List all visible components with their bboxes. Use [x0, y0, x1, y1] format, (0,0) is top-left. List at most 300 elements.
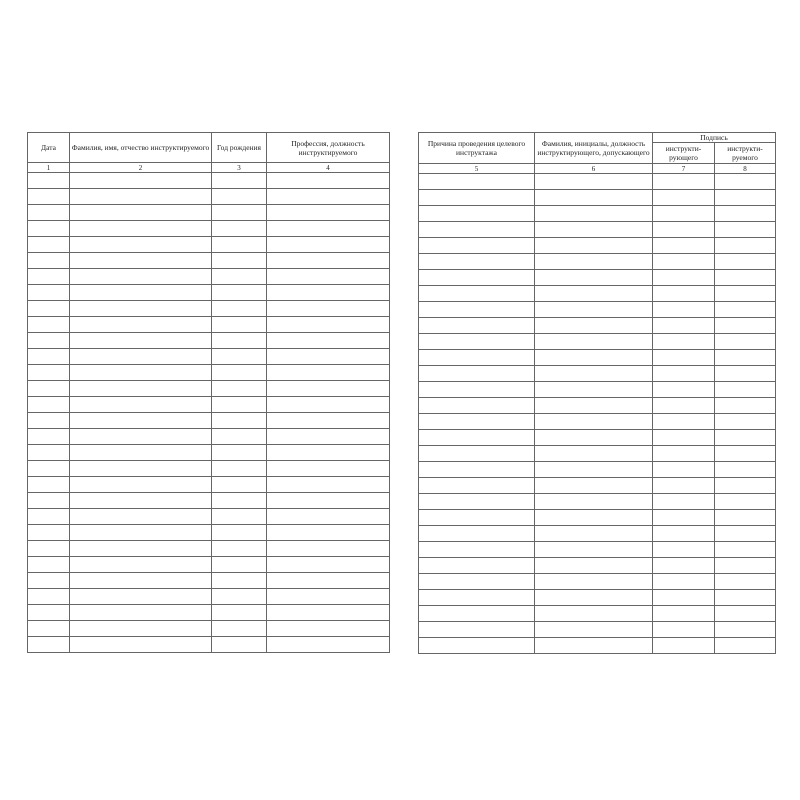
blank-cell [267, 605, 390, 621]
blank-cell [212, 573, 267, 589]
left-table-body [28, 173, 390, 653]
header-signature: Подпись [653, 133, 776, 143]
blank-cell [267, 173, 390, 189]
blank-cell [535, 622, 653, 638]
blank-cell [212, 285, 267, 301]
blank-cell [419, 478, 535, 494]
blank-cell [715, 366, 776, 382]
column-number: 7 [653, 164, 715, 174]
blank-cell [419, 558, 535, 574]
blank-cell [267, 445, 390, 461]
blank-cell [267, 221, 390, 237]
table-row [28, 605, 390, 621]
blank-cell [212, 589, 267, 605]
blank-cell [70, 461, 212, 477]
blank-cell [653, 430, 715, 446]
blank-cell [70, 493, 212, 509]
blank-cell [419, 302, 535, 318]
left-column-numbers-row [28, 163, 390, 173]
blank-cell [212, 445, 267, 461]
table-row [419, 382, 776, 398]
blank-cell [267, 621, 390, 637]
blank-cell [715, 622, 776, 638]
blank-cell [653, 558, 715, 574]
table-row [419, 430, 776, 446]
table-row [419, 606, 776, 622]
blank-cell [653, 334, 715, 350]
blank-cell [715, 478, 776, 494]
blank-cell [715, 270, 776, 286]
blank-cell [267, 381, 390, 397]
blank-cell [28, 349, 70, 365]
blank-cell [653, 510, 715, 526]
blank-cell [70, 445, 212, 461]
blank-cell [70, 285, 212, 301]
right-page-log-table [418, 132, 776, 654]
table-row [28, 397, 390, 413]
table-row [28, 429, 390, 445]
blank-cell [715, 606, 776, 622]
blank-cell [212, 317, 267, 333]
blank-cell [212, 557, 267, 573]
blank-cell [419, 206, 535, 222]
blank-cell [535, 222, 653, 238]
blank-cell [419, 286, 535, 302]
table-row [419, 590, 776, 606]
table-row [28, 333, 390, 349]
blank-cell [267, 237, 390, 253]
blank-cell [419, 270, 535, 286]
blank-cell [535, 190, 653, 206]
table-row [28, 365, 390, 381]
header-reason: Причина проведения целевого инструктажа [419, 133, 535, 164]
header-signature-trainee: инструкти-руемого [715, 143, 776, 164]
blank-cell [28, 621, 70, 637]
blank-cell [535, 446, 653, 462]
blank-cell [715, 574, 776, 590]
table-row [28, 509, 390, 525]
blank-cell [212, 413, 267, 429]
table-row [419, 494, 776, 510]
blank-cell [419, 318, 535, 334]
blank-cell [535, 430, 653, 446]
blank-cell [28, 589, 70, 605]
blank-cell [653, 398, 715, 414]
table-row [419, 558, 776, 574]
blank-cell [715, 350, 776, 366]
table-row [28, 173, 390, 189]
right-table-body [419, 174, 776, 654]
blank-cell [212, 237, 267, 253]
blank-cell [267, 493, 390, 509]
blank-cell [28, 285, 70, 301]
blank-cell [653, 606, 715, 622]
blank-cell [28, 189, 70, 205]
blank-cell [535, 414, 653, 430]
blank-cell [715, 510, 776, 526]
blank-cell [70, 317, 212, 333]
blank-cell [653, 382, 715, 398]
table-row [419, 526, 776, 542]
blank-cell [28, 253, 70, 269]
blank-cell [535, 526, 653, 542]
blank-cell [28, 173, 70, 189]
blank-cell [715, 430, 776, 446]
blank-cell [267, 509, 390, 525]
blank-cell [653, 174, 715, 190]
blank-cell [28, 477, 70, 493]
blank-cell [535, 638, 653, 654]
blank-cell [535, 238, 653, 254]
blank-cell [267, 461, 390, 477]
blank-cell [28, 605, 70, 621]
blank-cell [715, 590, 776, 606]
table-row [419, 286, 776, 302]
table-row [419, 398, 776, 414]
blank-cell [28, 637, 70, 653]
blank-cell [70, 333, 212, 349]
table-row [28, 237, 390, 253]
blank-cell [535, 366, 653, 382]
blank-cell [419, 622, 535, 638]
blank-cell [70, 221, 212, 237]
table-row [28, 557, 390, 573]
blank-cell [70, 349, 212, 365]
table-row [419, 318, 776, 334]
table-row [28, 621, 390, 637]
blank-cell [70, 205, 212, 221]
table-row [419, 574, 776, 590]
blank-cell [419, 382, 535, 398]
table-row [28, 349, 390, 365]
table-row [28, 205, 390, 221]
table-row [28, 445, 390, 461]
column-number: 5 [419, 164, 535, 174]
table-row [28, 525, 390, 541]
table-row [419, 446, 776, 462]
blank-cell [535, 318, 653, 334]
blank-cell [653, 574, 715, 590]
header-signature-instructor: инструкти-рующего [653, 143, 715, 164]
blank-cell [267, 333, 390, 349]
blank-cell [267, 349, 390, 365]
blank-cell [267, 541, 390, 557]
left-page-log-table [27, 132, 390, 653]
blank-cell [267, 429, 390, 445]
blank-cell [70, 573, 212, 589]
blank-cell [653, 238, 715, 254]
table-row [419, 190, 776, 206]
blank-cell [419, 526, 535, 542]
blank-cell [212, 429, 267, 445]
blank-cell [535, 462, 653, 478]
blank-cell [70, 621, 212, 637]
blank-cell [715, 414, 776, 430]
table-row [28, 541, 390, 557]
blank-cell [535, 590, 653, 606]
blank-cell [70, 269, 212, 285]
table-row [28, 221, 390, 237]
blank-cell [653, 462, 715, 478]
blank-cell [535, 606, 653, 622]
blank-cell [267, 573, 390, 589]
table-row [28, 589, 390, 605]
blank-cell [419, 414, 535, 430]
table-row [28, 573, 390, 589]
blank-cell [70, 397, 212, 413]
blank-cell [535, 398, 653, 414]
blank-cell [212, 253, 267, 269]
blank-cell [212, 333, 267, 349]
blank-cell [419, 174, 535, 190]
blank-cell [212, 477, 267, 493]
blank-cell [419, 238, 535, 254]
blank-cell [28, 525, 70, 541]
column-number: 1 [28, 163, 70, 173]
blank-cell [653, 446, 715, 462]
blank-cell [70, 525, 212, 541]
right-header-row-top [419, 133, 776, 143]
header-instructor: Фамилия, инициалы, должность инструктирующего, допускающего [535, 133, 653, 164]
table-row [28, 317, 390, 333]
table-row [28, 269, 390, 285]
blank-cell [653, 494, 715, 510]
blank-cell [212, 541, 267, 557]
blank-cell [212, 349, 267, 365]
blank-cell [535, 270, 653, 286]
blank-cell [715, 398, 776, 414]
table-row [28, 189, 390, 205]
blank-cell [267, 365, 390, 381]
table-row [419, 222, 776, 238]
table-row [28, 285, 390, 301]
table-row [419, 478, 776, 494]
blank-cell [535, 382, 653, 398]
table-row [419, 174, 776, 190]
blank-cell [715, 174, 776, 190]
blank-cell [267, 205, 390, 221]
blank-cell [715, 254, 776, 270]
blank-cell [653, 270, 715, 286]
header-birth-year: Год рождения [212, 133, 267, 163]
blank-cell [212, 637, 267, 653]
blank-cell [212, 461, 267, 477]
column-number: 4 [267, 163, 390, 173]
blank-cell [419, 590, 535, 606]
blank-cell [70, 541, 212, 557]
blank-cell [653, 542, 715, 558]
blank-cell [653, 366, 715, 382]
blank-cell [28, 237, 70, 253]
blank-cell [419, 190, 535, 206]
blank-cell [653, 302, 715, 318]
table-row [28, 381, 390, 397]
blank-cell [419, 366, 535, 382]
blank-cell [535, 478, 653, 494]
blank-cell [212, 301, 267, 317]
blank-cell [715, 558, 776, 574]
blank-cell [267, 301, 390, 317]
blank-cell [419, 510, 535, 526]
blank-cell [70, 413, 212, 429]
blank-cell [715, 542, 776, 558]
blank-cell [212, 397, 267, 413]
blank-cell [70, 477, 212, 493]
left-header-row [28, 133, 390, 163]
blank-cell [715, 222, 776, 238]
blank-cell [653, 286, 715, 302]
blank-cell [715, 238, 776, 254]
blank-cell [715, 494, 776, 510]
blank-cell [70, 365, 212, 381]
blank-cell [70, 429, 212, 445]
blank-cell [653, 222, 715, 238]
blank-cell [212, 189, 267, 205]
blank-cell [535, 574, 653, 590]
table-row [419, 638, 776, 654]
header-date: Дата [28, 133, 70, 163]
blank-cell [419, 430, 535, 446]
blank-cell [535, 254, 653, 270]
blank-cell [653, 318, 715, 334]
blank-cell [653, 622, 715, 638]
column-number: 8 [715, 164, 776, 174]
table-row [28, 493, 390, 509]
blank-cell [212, 365, 267, 381]
blank-cell [28, 317, 70, 333]
table-row [28, 413, 390, 429]
blank-cell [212, 621, 267, 637]
blank-cell [419, 574, 535, 590]
blank-cell [267, 525, 390, 541]
blank-cell [28, 269, 70, 285]
blank-cell [535, 206, 653, 222]
blank-cell [535, 494, 653, 510]
blank-cell [267, 397, 390, 413]
blank-cell [419, 638, 535, 654]
blank-cell [28, 365, 70, 381]
blank-cell [419, 462, 535, 478]
blank-cell [535, 302, 653, 318]
column-number: 6 [535, 164, 653, 174]
blank-cell [267, 477, 390, 493]
blank-cell [419, 398, 535, 414]
blank-cell [419, 350, 535, 366]
blank-cell [535, 510, 653, 526]
table-row [419, 542, 776, 558]
table-row [419, 622, 776, 638]
blank-cell [715, 206, 776, 222]
blank-cell [715, 318, 776, 334]
blank-cell [715, 286, 776, 302]
blank-cell [535, 286, 653, 302]
blank-cell [70, 253, 212, 269]
table-row [419, 302, 776, 318]
table-row [28, 253, 390, 269]
blank-cell [653, 190, 715, 206]
blank-cell [212, 173, 267, 189]
blank-cell [535, 350, 653, 366]
table-row [28, 477, 390, 493]
blank-cell [715, 638, 776, 654]
blank-cell [28, 301, 70, 317]
blank-cell [70, 557, 212, 573]
table-row [419, 414, 776, 430]
blank-cell [653, 638, 715, 654]
blank-cell [653, 478, 715, 494]
table-row [419, 334, 776, 350]
blank-cell [70, 509, 212, 525]
blank-cell [70, 381, 212, 397]
table-row [419, 254, 776, 270]
blank-cell [28, 413, 70, 429]
blank-cell [212, 493, 267, 509]
blank-cell [28, 381, 70, 397]
blank-cell [419, 606, 535, 622]
blank-cell [267, 269, 390, 285]
blank-cell [70, 605, 212, 621]
blank-cell [715, 190, 776, 206]
blank-cell [28, 205, 70, 221]
column-number: 2 [70, 163, 212, 173]
blank-cell [212, 221, 267, 237]
blank-cell [267, 637, 390, 653]
blank-cell [28, 429, 70, 445]
blank-cell [653, 206, 715, 222]
blank-cell [715, 462, 776, 478]
table-row [419, 462, 776, 478]
header-profession: Профессия, должность инструктируемого [267, 133, 390, 163]
blank-cell [535, 558, 653, 574]
blank-cell [70, 589, 212, 605]
column-number: 3 [212, 163, 267, 173]
blank-cell [535, 174, 653, 190]
blank-cell [419, 494, 535, 510]
blank-cell [653, 350, 715, 366]
blank-cell [653, 590, 715, 606]
blank-cell [28, 445, 70, 461]
blank-cell [267, 253, 390, 269]
blank-cell [267, 589, 390, 605]
blank-cell [653, 254, 715, 270]
blank-cell [70, 301, 212, 317]
blank-cell [715, 302, 776, 318]
blank-cell [715, 526, 776, 542]
blank-cell [212, 205, 267, 221]
blank-cell [535, 334, 653, 350]
blank-cell [70, 189, 212, 205]
blank-cell [70, 173, 212, 189]
blank-cell [212, 381, 267, 397]
table-row [419, 238, 776, 254]
blank-cell [28, 493, 70, 509]
blank-cell [28, 509, 70, 525]
blank-cell [212, 605, 267, 621]
table-row [28, 461, 390, 477]
blank-cell [212, 525, 267, 541]
blank-cell [267, 189, 390, 205]
blank-cell [419, 222, 535, 238]
blank-cell [715, 446, 776, 462]
blank-cell [653, 526, 715, 542]
table-row [28, 637, 390, 653]
table-row [419, 366, 776, 382]
blank-cell [70, 637, 212, 653]
table-row [419, 350, 776, 366]
table-row [419, 206, 776, 222]
table-row [419, 270, 776, 286]
blank-cell [70, 237, 212, 253]
